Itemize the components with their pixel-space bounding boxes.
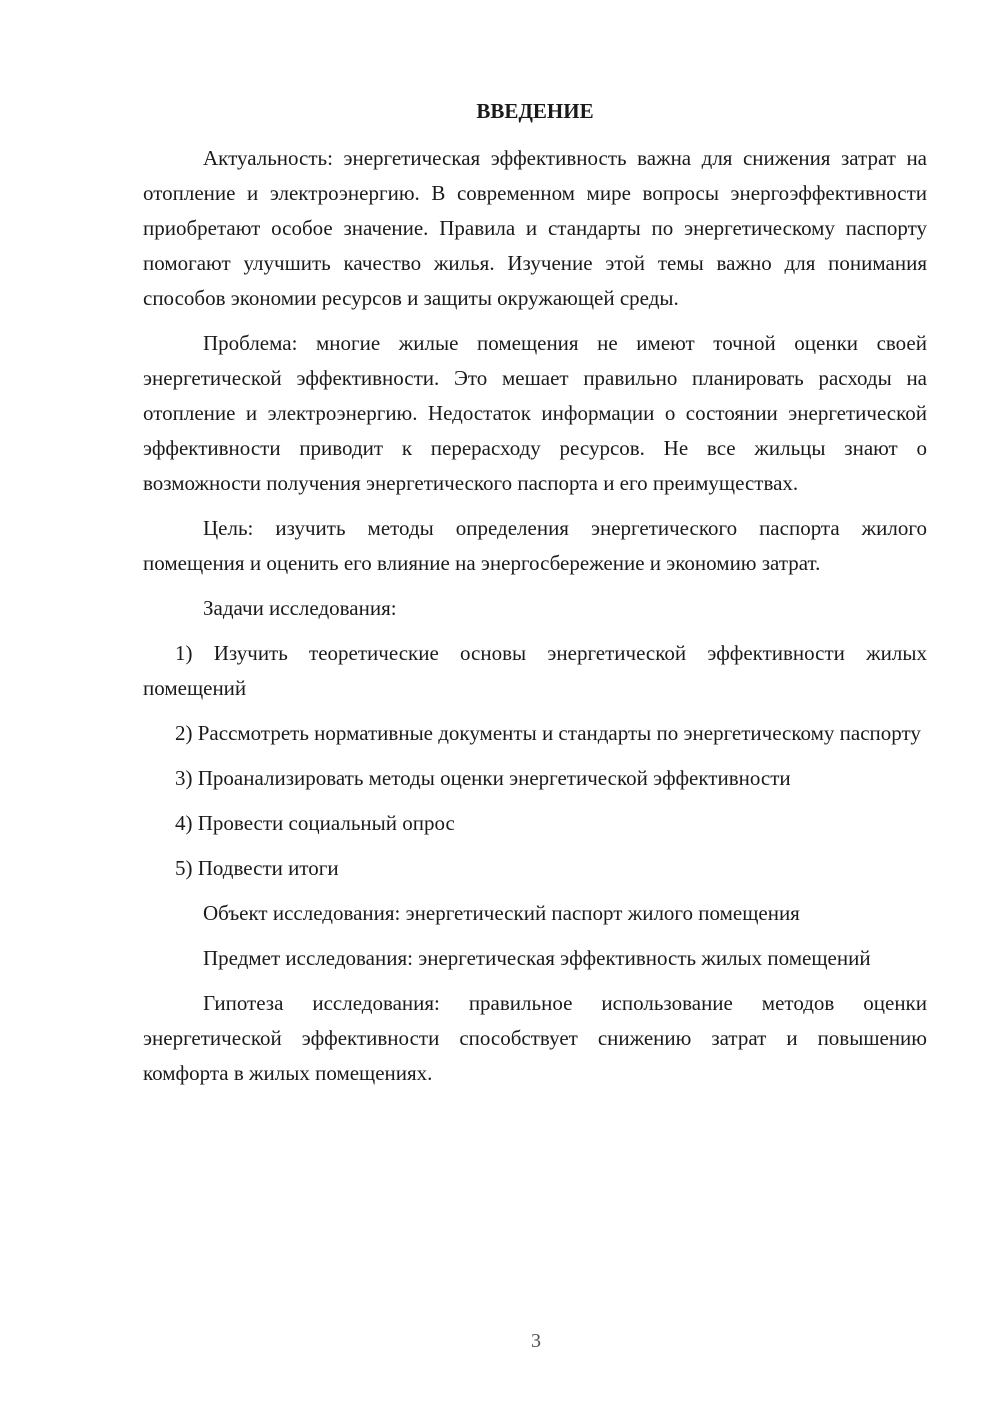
task-item-4: 4) Провести социальный опрос: [175, 811, 455, 835]
task-item-3: 3) Проанализировать методы оценки энергетической эффективности: [175, 766, 791, 790]
object-paragraph: Объект исследования: энергетический паспорт жилого помещения: [203, 901, 800, 925]
relevance-paragraph: Актуальность: энергетическая эффективность важна для снижения затрат на отопление и электроэнергию. В современном мире вопросы энергоэффективности приобретают особое значение. Правила и стандарты по энергетическому паспорту помогают улучшить качество жилья. Изучение этой темы важно для понимания способов экономии ресурсов и защиты окружающей среды.: [143, 146, 927, 310]
page-content: [143, 94, 927, 1101]
goal-paragraph: Цель: изучить методы определения энергетического паспорта жилого помещения и оценить его влияние на энергосбережение и экономию затрат.: [143, 516, 927, 575]
task-item-5: 5) Подвести итоги: [175, 856, 339, 880]
subject-paragraph: Предмет исследования: энергетическая эффективность жилых помещений: [203, 946, 871, 970]
hypothesis-paragraph: Гипотеза исследования: правильное использование методов оценки энергетической эффективности способствует снижению затрат и повышению комфорта в жилых помещениях.: [143, 991, 927, 1085]
problem-paragraph: Проблема: многие жилые помещения не имеют точной оценки своей энергетической эффективности. Это мешает правильно планировать расходы на отопление и электроэнергию. Недостаток информации о состоянии энергетической эффективности приводит к перерасходу ресурсов. Не все жильцы знают о возможности получения энергетического паспорта и его преимуществах.: [143, 331, 927, 495]
section-title: ВВЕДЕНИЕ: [476, 99, 594, 123]
task-item-2: 2) Рассмотреть нормативные документы и стандарты по энергетическому паспорту: [175, 721, 921, 745]
task-item-1: 1) Изучить теоретические основы энергетической эффективности жилых помещений: [143, 641, 927, 700]
page-number: 3: [531, 1330, 541, 1352]
tasks-heading: Задачи исследования:: [203, 596, 397, 620]
